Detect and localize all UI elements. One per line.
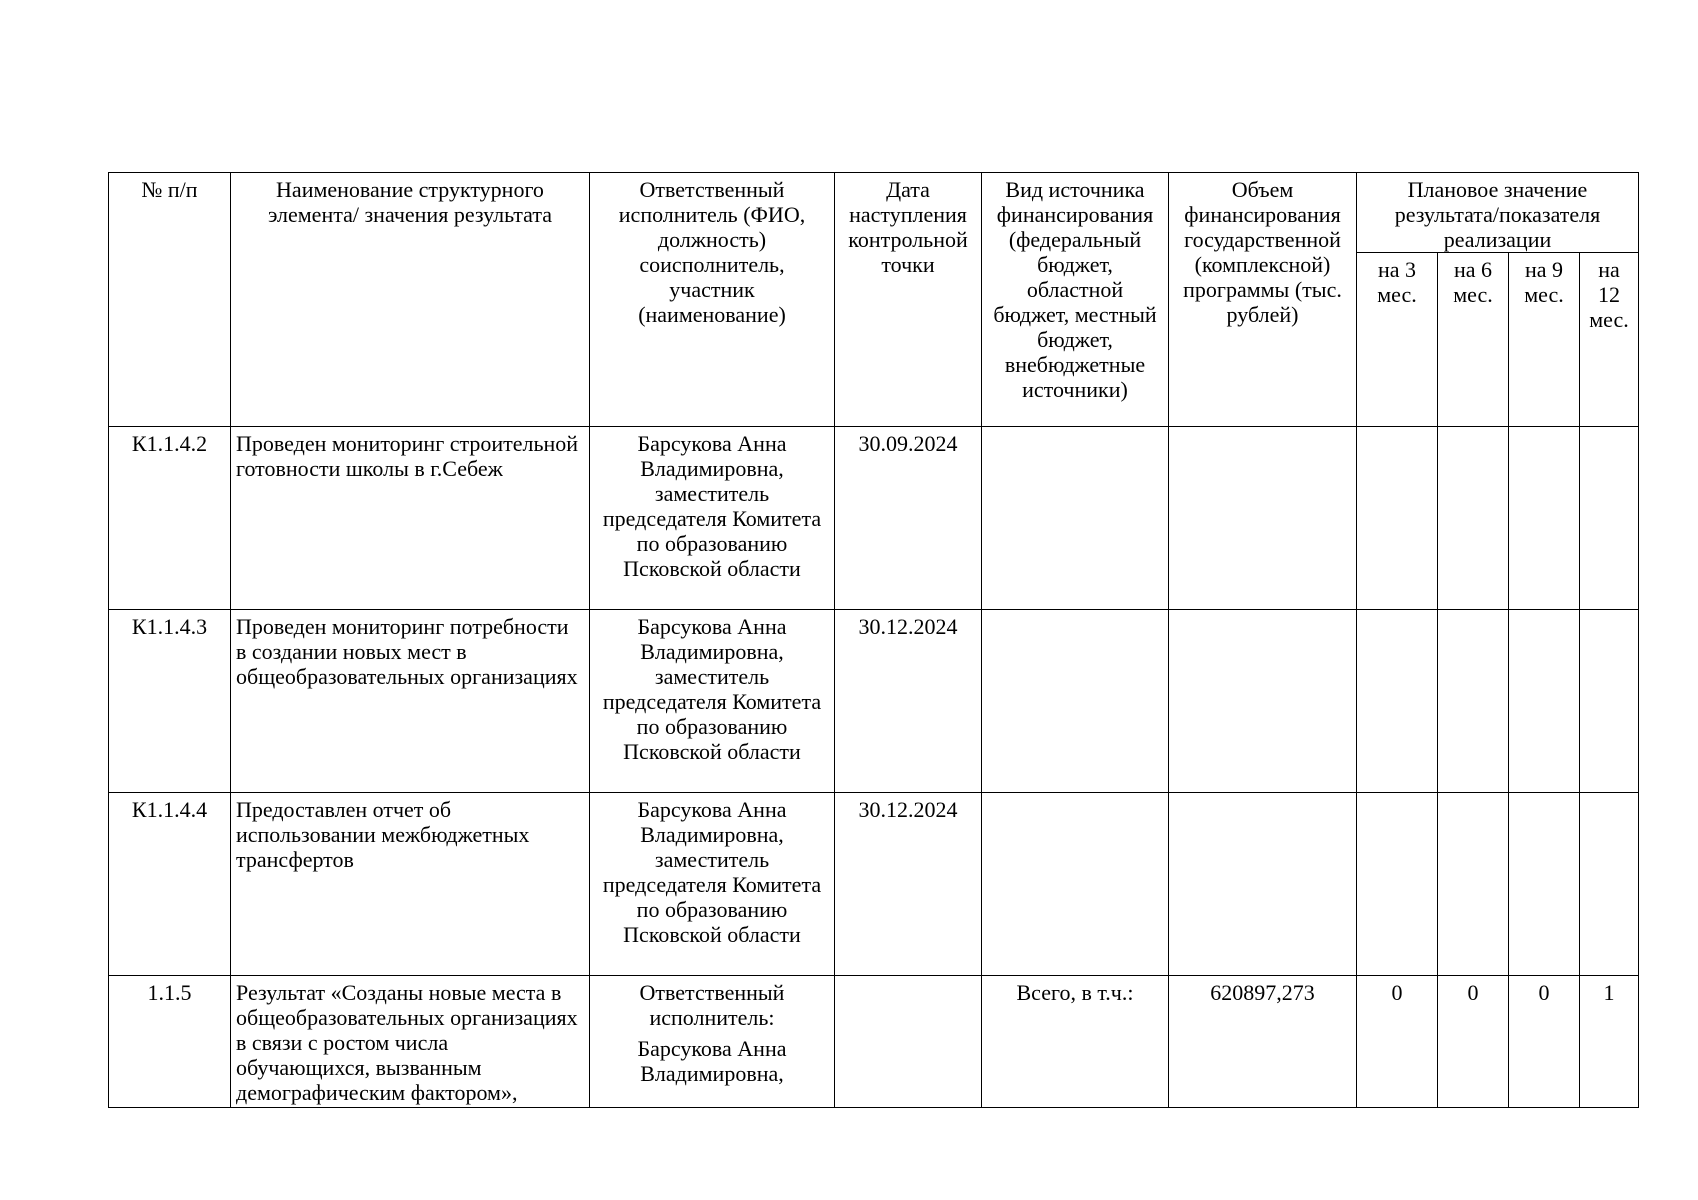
row-q12: [1580, 610, 1639, 793]
row-responsible: Барсукова Анна Владимировна,: [637, 1036, 787, 1086]
row-volume: [1169, 427, 1357, 610]
header-plan-9m: на 9 мес.: [1509, 253, 1580, 427]
header-responsible: Ответственный исполнитель (ФИО, должность) соисполнитель, участник (наименование): [590, 173, 835, 427]
row-num: К1.1.4.4: [109, 793, 231, 976]
row-date: 30.12.2024: [835, 610, 982, 793]
table-row: [109, 427, 1639, 610]
row-num: 1.1.5: [109, 976, 231, 1108]
row-q3: [1357, 427, 1438, 610]
row-q9: [1509, 793, 1580, 976]
row-source: Всего, в т.ч.:: [982, 976, 1169, 1108]
row-date: 30.12.2024: [835, 793, 982, 976]
row-q12: [1580, 427, 1639, 610]
header-plan-6m: на 6 мес.: [1438, 253, 1509, 427]
header-volume: Объем финансирования государственной (комплексной) программы (тыс. рублей): [1169, 173, 1357, 427]
table-row: [109, 793, 1639, 976]
row-num: К1.1.4.3: [109, 610, 231, 793]
table-row: [109, 610, 1639, 793]
header-plan-12m: на 12 мес.: [1580, 253, 1639, 427]
table-row: [109, 976, 1639, 1108]
header-row: [109, 173, 1639, 253]
row-name: Предоставлен отчет об использовании межбюджетных трансфертов: [231, 793, 590, 976]
header-plan: Плановое значение результата/показателя реализации: [1357, 173, 1639, 253]
row-responsible: Барсукова Анна Владимировна, заместитель председателя Комитета по образованию Псковской области: [590, 793, 835, 976]
row-responsible: Барсукова Анна Владимировна, заместитель председателя Комитета по образованию Псковской области: [590, 427, 835, 610]
row-date: [835, 976, 982, 1108]
row-name: Результат «Созданы новые места в общеобразовательных организациях в связи с ростом числа обучающихся, вызванным демографическим фактором»,: [231, 976, 590, 1108]
row-q9: [1509, 427, 1580, 610]
row-q12: 1: [1580, 976, 1639, 1108]
row-volume: [1169, 610, 1357, 793]
row-volume: 620897,273: [1169, 976, 1357, 1108]
row-name: Проведен мониторинг потребности в создании новых мест в общеобразовательных организациях: [231, 610, 590, 793]
row-q6: [1438, 427, 1509, 610]
header-plan-3m: на 3 мес.: [1357, 253, 1438, 427]
row-q9: 0: [1509, 976, 1580, 1108]
row-q6: 0: [1438, 976, 1509, 1108]
row-q12: [1580, 793, 1639, 976]
row-date: 30.09.2024: [835, 427, 982, 610]
row-source: [982, 427, 1169, 610]
row-source: [982, 610, 1169, 793]
row-responsible-cell: [590, 976, 835, 1108]
row-name: Проведен мониторинг строительной готовности школы в г.Себеж: [231, 427, 590, 610]
row-responsible-label: Ответственный исполнитель:: [639, 980, 785, 1030]
header-num: № п/п: [109, 173, 231, 427]
row-volume: [1169, 793, 1357, 976]
row-q6: [1438, 793, 1509, 976]
header-date: Дата наступления контрольной точки: [835, 173, 982, 427]
row-q3: [1357, 610, 1438, 793]
row-num: К1.1.4.2: [109, 427, 231, 610]
row-q6: [1438, 610, 1509, 793]
row-source: [982, 793, 1169, 976]
header-name: Наименование структурного элемента/ значения результата: [231, 173, 590, 427]
row-q9: [1509, 610, 1580, 793]
row-q3: [1357, 793, 1438, 976]
row-q3: 0: [1357, 976, 1438, 1108]
financing-table: [108, 172, 1639, 1108]
row-responsible: Барсукова Анна Владимировна, заместитель председателя Комитета по образованию Псковской области: [590, 610, 835, 793]
header-source: Вид источника финансирования (федеральный бюджет, областной бюджет, местный бюджет, внебюджетные источники): [982, 173, 1169, 427]
